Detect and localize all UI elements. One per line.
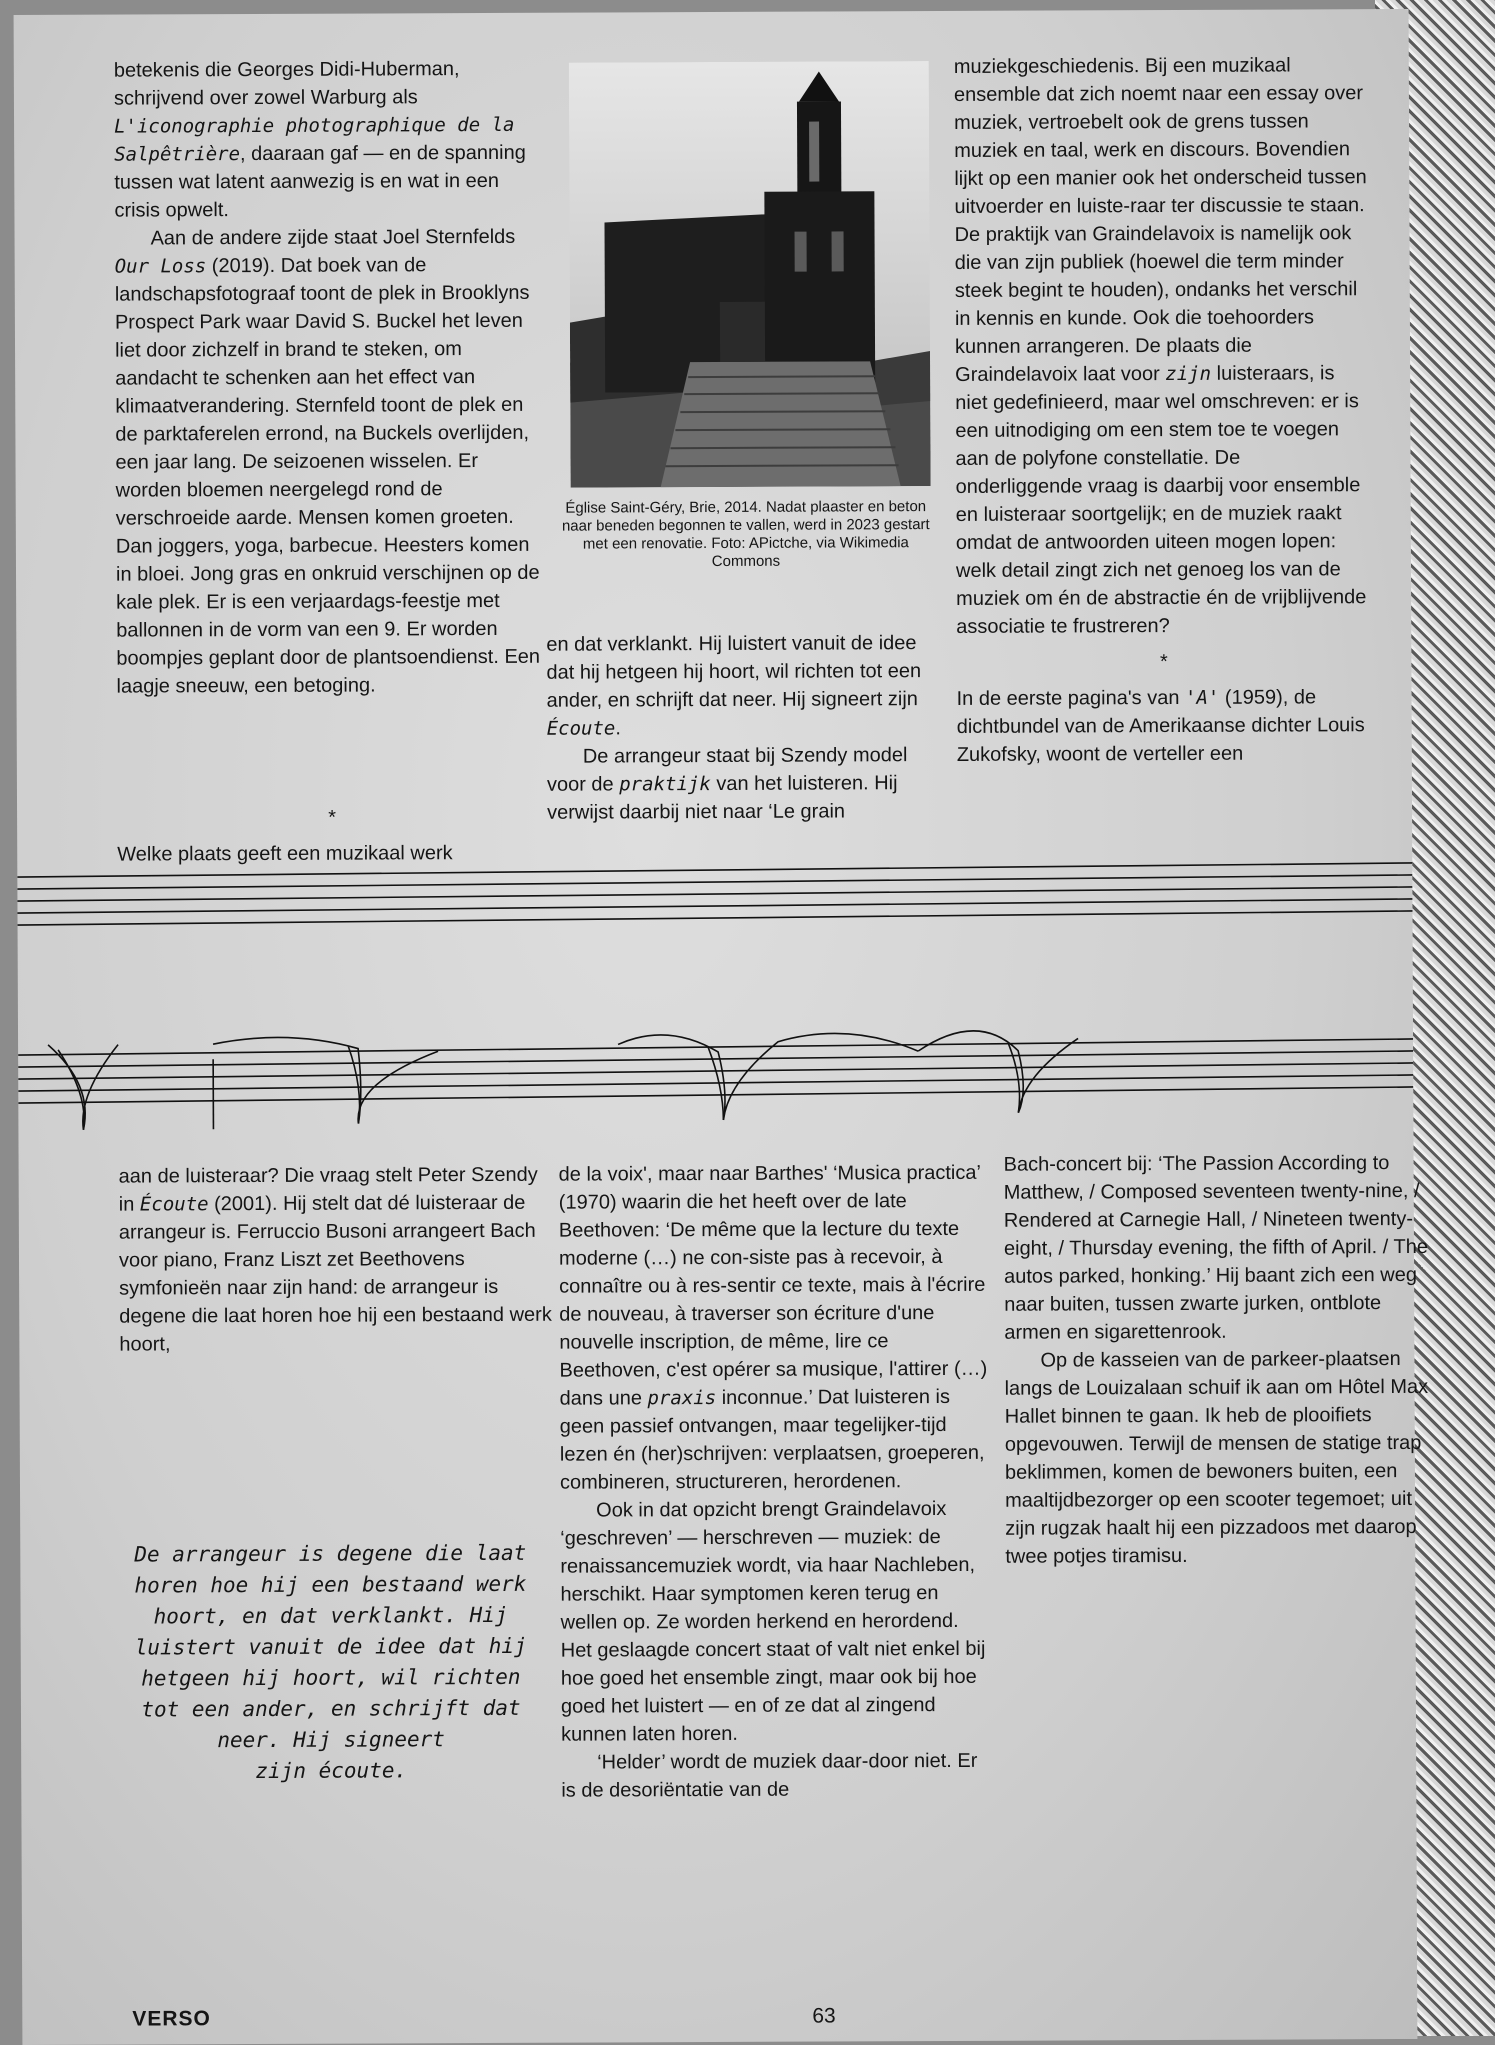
paragraph: Op de kasseien van de parkeer-plaatsen langs de Louizalaan schuif ik aan om Hôtel Max Hallet binnen te gaan. Ik heb de plooifiets opgevouwen. Terwijl de mensen de statige trap beklimmen, komen de bewoners buiten, een maaltijdbezorger op een scooter tegemoet; uit zijn rugzak haalt hij een pizzadoos met daarop twee potjes tiramisu. xyxy=(1004,1345,1430,1571)
book-title: Écoute xyxy=(140,1193,209,1215)
column-1-bottom xyxy=(119,1161,560,1359)
column-1-top xyxy=(114,55,547,701)
church-photo xyxy=(569,61,931,488)
paragraph: Welke plaats geeft een muzikaal werk xyxy=(117,839,547,869)
paragraph: muziekgeschiedenis. Bij een muzikaal ensemble dat zich noemt naar een essay over muziek, vertroebelt ook de grens tussen muziek en taal, werk en discours. Bovendien lijkt op een manier ook het onderscheid tussen uitvoerder en luiste-raar ter discussie te staan. De praktijk van Graindelavoix is namelijk ook die van zijn publiek (hoewel die term minder steek begint te houden), ondanks het verschil in kennis en kunde. Ook die toehoorders kunnen arrangeren. De plaats die Graindelavoix laat voor zijn luisteraars, is niet gedefinieerd, maar wel omschreven: er is een uitnodiging om een stem toe te voegen aan de polyfone constellatie. De onderliggende vraag is daarbij voor ensemble en luisteraar soortgelijk; en de muziek raakt omdat de antwoorden uiteen mogen lopen: welk detail zingt zich net genoeg los van de muziek om én de abstractie én de vrijblijvende associatie te frustreren? xyxy=(954,51,1372,641)
paragraph: De arrangeur staat bij Szendy model voor de praktijk van het luisteren. Hij verwijst daarbij niet naar ‘Le grain xyxy=(547,741,947,827)
section-divider-star: * xyxy=(117,803,547,833)
paragraph: betekenis die Georges Didi-Huberman, schrijvend over zowel Warburg als L'iconographie photographique de la Salpêtrière, daaraan gaf — en de spanning tussen wat latent aanwezig is en wat in een crisis opwelt. xyxy=(114,55,545,225)
paragraph: de la voix', maar naar Barthes' ‘Musica practica’ (1970) waarin die het heeft over de late Beethoven: ‘De même que la lecture du texte moderne (…) ne con-siste pas à recevoir, à connaître ou à res-sentir ce texte, mais à l'écrire de nouveau, à traverser son écriture d'une nouvelle inscription, de même, lire ce Beethoven, c'est opérer sa musique, l'attirer (…) dans une praxis inconnue.’ Dat luisteren is geen passief ontvangen, maar tegelijker-tijd lezen én (her)schrijven: verplaatsen, groeperen, combineren, structureren, herordenen. xyxy=(559,1159,990,1497)
book-title: Écoute xyxy=(547,717,616,739)
emphasis: praxis xyxy=(647,1387,716,1409)
paragraph: en dat verklankt. Hij luistert vanuit de idee dat hij hetgeen hij hoort, wil richten tot een ander, en schrijft dat neer. Hij signeert zijn Écoute. xyxy=(546,629,946,743)
paragraph: ‘Helder’ wordt de muziek daar-door niet. Er is de desoriëntatie van de xyxy=(561,1747,991,1805)
column-3-bottom xyxy=(1004,1149,1431,1571)
magazine-page xyxy=(14,9,1418,2045)
section-divider-star: * xyxy=(956,647,1371,677)
emphasis: praktijk xyxy=(619,773,711,795)
music-staff-illustration xyxy=(17,849,1413,1145)
paragraph: Aan de andere zijde staat Joel Sternfelds Our Loss (2019). Dat boek van de landschapsfotograaf toont de plek in Brooklyns Prospect Park waar David S. Buckel het leven liet door zichzelf in brand te steken, om aandacht te schenken aan het effect van klimaatverandering. Sternfeld toont de plek en de parktaferelen errond, na Buckels overlijden, een jaar lang. De seizoenen wisselen. Er worden bloemen neergelegd rond de verschroeide aarde. Mensen komen groeten. Dan joggers, yoga, barbecue. Heesters komen in bloei. Jong gras en onkruid verschijnen op de kale plek. Er is een verjaardags-feestje met ballonnen in de vorm van een 9. Er worden boompjes geplant door de plantsoendienst. Een laagje sneeuw, een betoging. xyxy=(114,223,546,701)
page-number: 63 xyxy=(812,2004,835,2028)
book-title: 'A' xyxy=(1185,687,1219,709)
column-3-top xyxy=(954,51,1372,769)
magazine-name: VERSO xyxy=(132,2007,211,2031)
paragraph: Bach-concert bij: ‘The Passion According to Matthew, / Composed seventeen twenty-nine, / Rendered at Carnegie Hall, / Nineteen twenty-eight, / Thursday evening, the fifth of April. / The autos parked, honking.’ Hij baant zich een weg naar buiten, tussen zwarte jurken, ontblote armen en sigarettenrook. xyxy=(1004,1149,1430,1347)
book-title: L'iconographie photographique de la Salpêtrière xyxy=(114,114,514,166)
photo-caption: Église Saint-Géry, Brie, 2014. Nadat plaaster en beton naar beneden begonnen te vallen, werd in 2023 gestart met een renovatie. Foto: APictche, via Wikimedia Commons xyxy=(556,498,936,572)
column-2-top xyxy=(546,629,947,827)
paragraph: aan de luisteraar? Die vraag stelt Peter Szendy in Écoute (2001). Hij stelt dat dé luisteraar de arrangeur is. Ferruccio Busoni arrangeert Bach voor piano, Franz Liszt zet Beethovens symfonieën naar zijn hand: de arrangeur is degene die laat horen hoe hij een bestaand werk hoort, xyxy=(119,1161,560,1359)
paragraph: In de eerste pagina's van 'A' (1959), de dichtbundel van de Amerikaanse dichter Louis Zukofsky, woont de verteller een xyxy=(957,683,1372,769)
pull-quote: De arrangeur is degene die laat horen hoe hij een bestaand werk hoort, en dat verklankt. Hij luistert vanuit de idee dat hij hetgeen hij hoort, wil richten tot een ander, en schrijft dat neer. Hij signeert zijn écoute. xyxy=(130,1538,531,1788)
paragraph: Ook in dat opzicht brengt Graindelavoix ‘geschreven’ — herschreven — muziek: de renaissancemuziek wordt, via haar Nachleben, herschikt. Haar symptomen keren terug en wellen op. Ze worden herkend en herordend. Het geslaagde concert staat of valt niet enkel bij hoe goed het ensemble zingt, maar ook bij hoe goed het luistert — en of ze dat al zingend kunnen laten horen. xyxy=(560,1495,991,1749)
emphasis: zijn xyxy=(1165,363,1211,385)
column-2-bottom xyxy=(559,1159,992,1805)
book-title: Our Loss xyxy=(115,255,207,277)
